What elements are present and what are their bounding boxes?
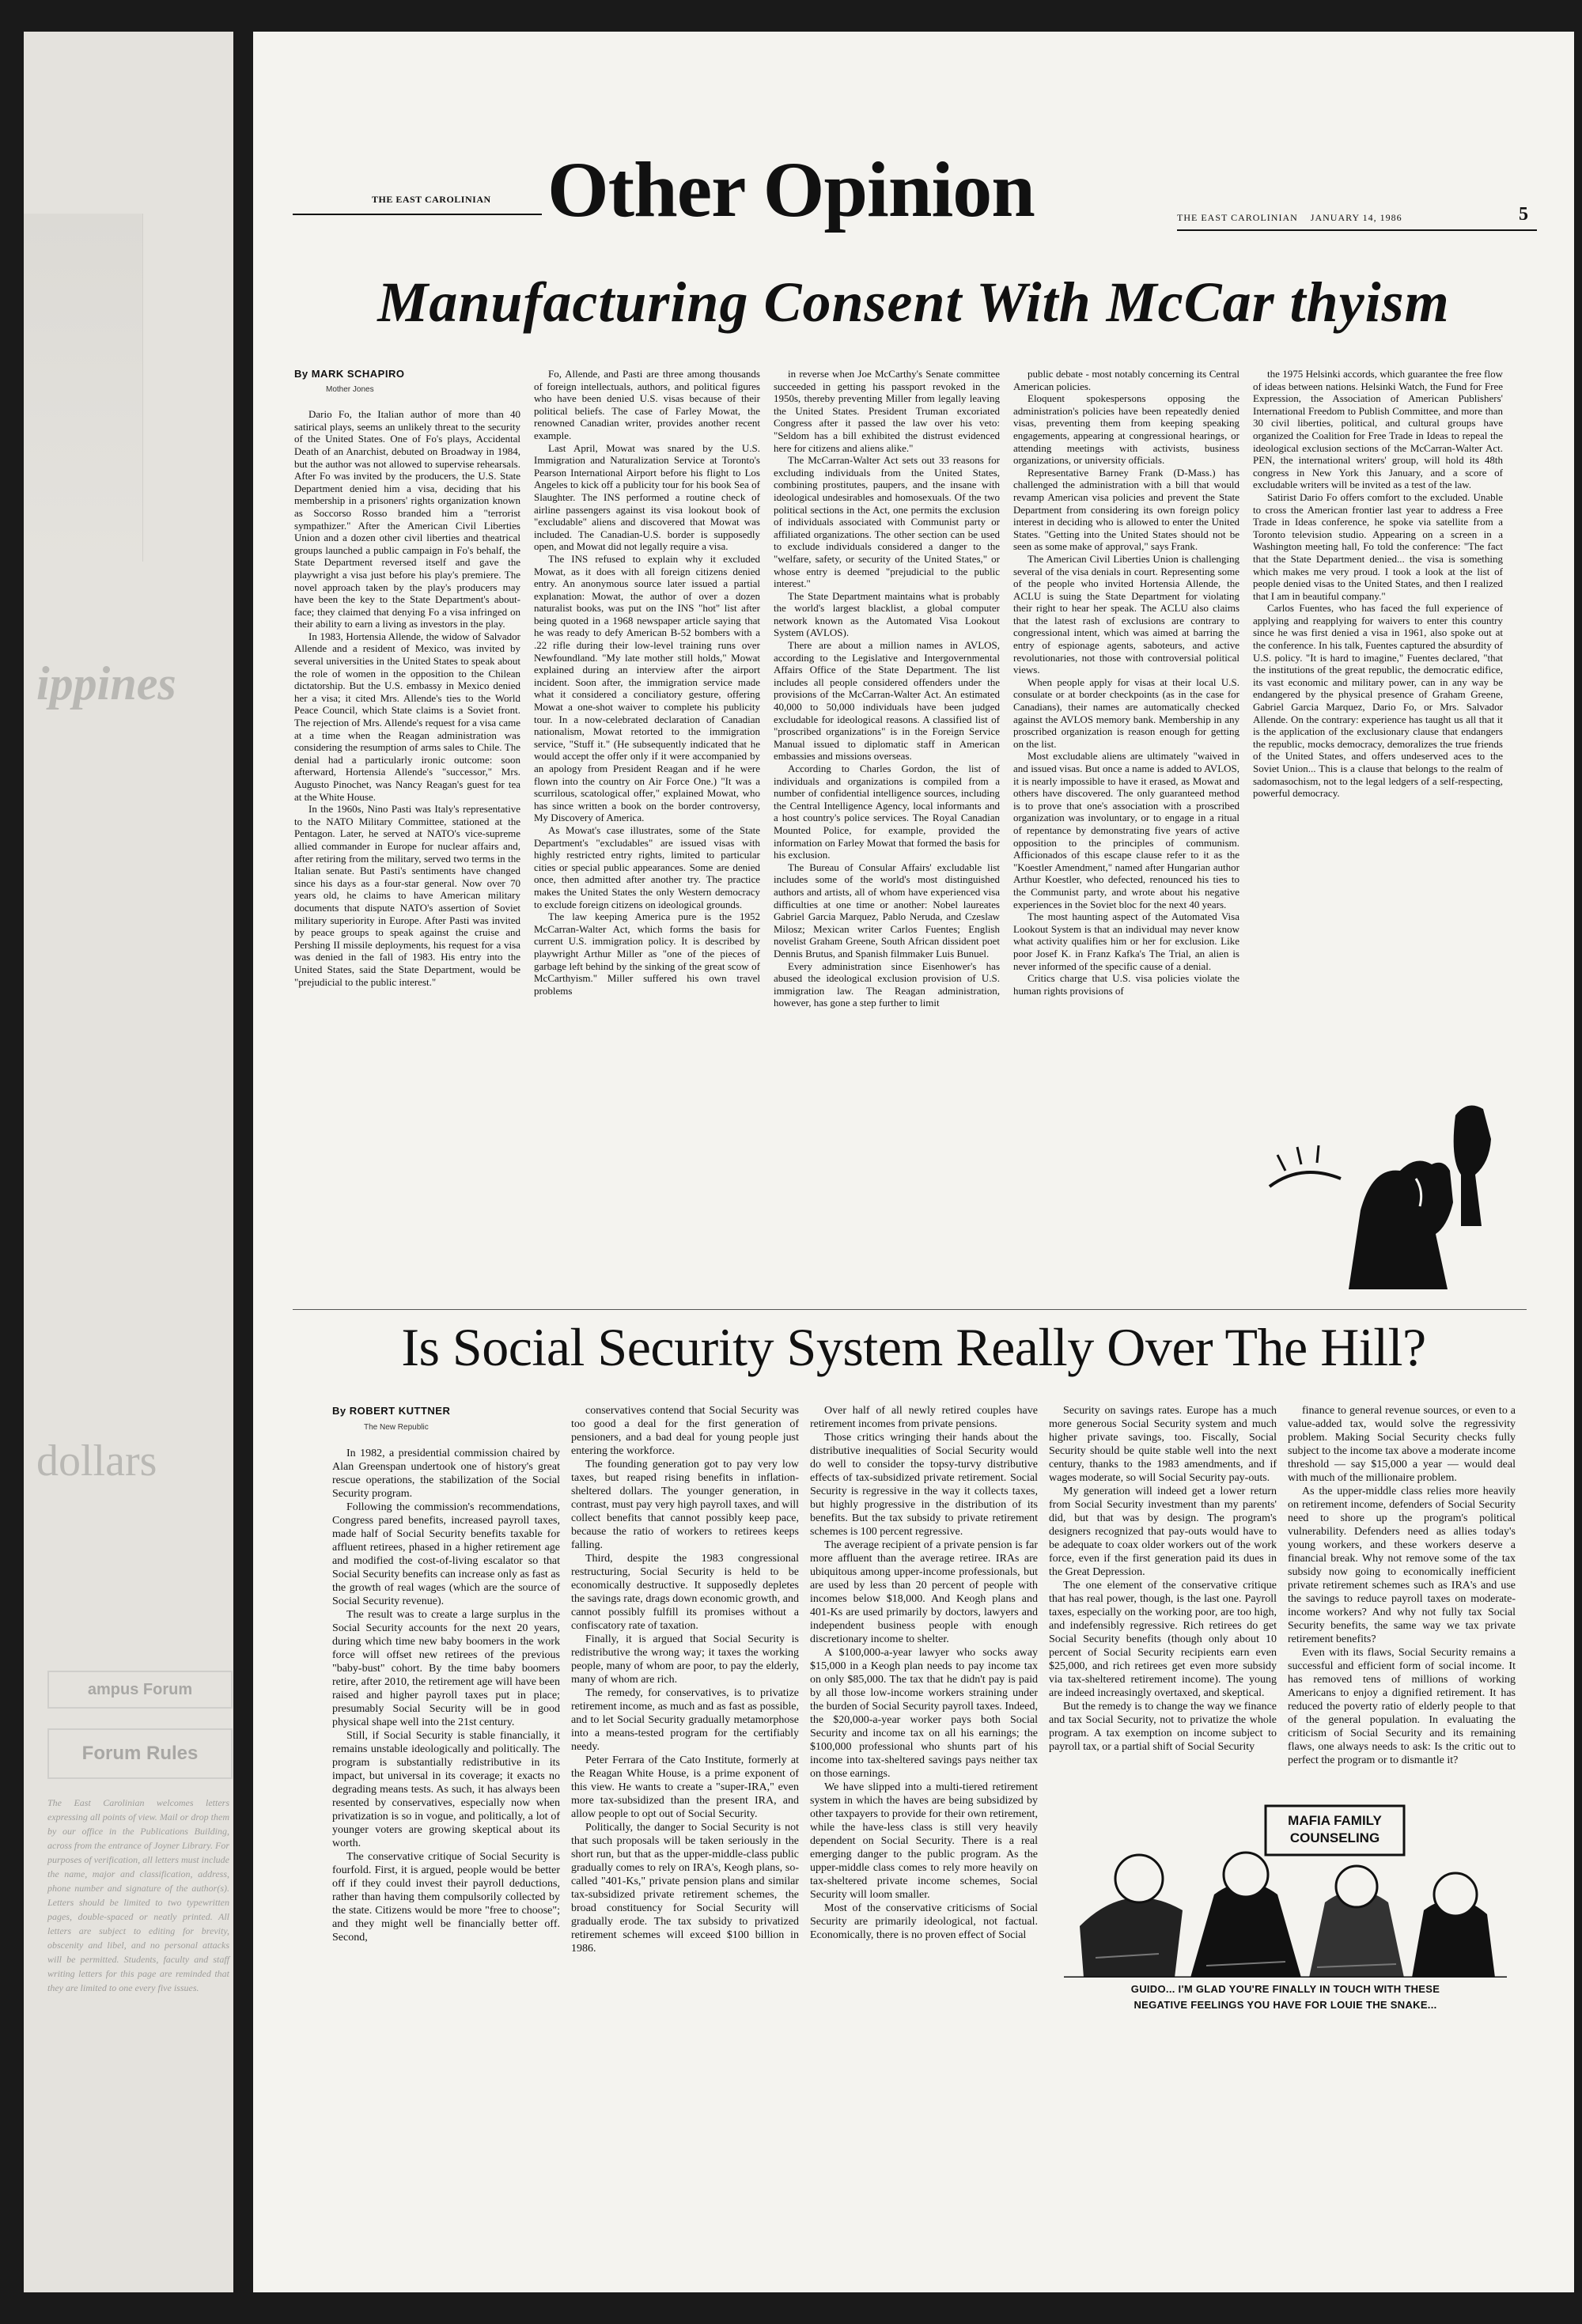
paragraph: Third, despite the 1983 congressional restructuring, Social Security is held to be economically destructive. It supposedly depletes the savings rate, drags down economic growth, and cannot possibly fulfill its promises without a confiscatory rate of taxation. (571, 1553, 799, 1632)
article1-source: Mother Jones (326, 384, 374, 394)
paragraph: Representative Barney Frank (D-Mass.) has challenged the administration with a bill that would revamp American visa policies and prevent the State Department from considering its own foreign policy interest in deciding who is allowed to enter the United States. "Getting into the United States should not be seen as some make of approval," says Frank. (1013, 466, 1239, 553)
paragraph: the 1975 Helsinki accords, which guarantee the free flow of ideas between nations. Helsinki Watch, the Fund for Free Expression, the Association of American Publishers' International Freedom to Publish Committee, and more than 30 civil liberties, political, and cultural groups have organized the Coalition for Free Trade in Ideas to repeal the ideological exclusion sections of the McCarran-Walter Act. PEN, the international writers' group, will hold its 48th congress in New York this January, and a score of excludable writers will be invited as a test of the law. (1253, 368, 1503, 491)
paragraph: We have slipped into a multi-tiered retirement system in which the haves are being subsidized by other taxpayers to provide for their own retirement, while the have-less class is still very heavily dependent on Social Security. There is a real emerging danger to the public program. As the upper-middle class comes to rely more heavily on tax-sheltered private income schemes, Social Security will loom smaller. (810, 1781, 1038, 1901)
adjacent-page (24, 32, 233, 2292)
paragraph: There are about a million names in AVLOS, according to the Legislative and Intergovernmental Affairs Office of the State Department. The list includes all people considered offenders under the provisions of the McCarran-Walter Act. An estimated 40,000 to 50,000 individuals have been judged excludable for ideological reasons. A classified list of "proscribed organizations" is in the Foreign Service Manual issued to diplomatic staff in American embassies and missions overseas. (774, 639, 1000, 763)
paragraph: The INS refused to explain why it excluded Mowat, as it does with all foreign citizens denied entry. An anonymous source later issued a partial explanation: Mowat, the author of over a dozen naturalist books, was put on the INS "hot" list after being quoted in a 1968 newspaper article saying that he was ready to defy American B-52 bombers with a .22 rifle during their low-level training runs over Newfoundland. "My late mother still holds," Mowat explained during an interview after the airport incident. Soon after, the immigration service made what it considered a conciliatory gesture, offering Mowat a one-shot waiver to complete his publicity tour. In a now-celebrated declaration of Canadian nationalism, Mowat retorted to the immigration service, "Stuff it." (He subsequently indicated that he would accept the offer only if it were accompanied by an apology from President Reagan and if he were flown into the country on Air Force One.) "It was a scurrilous, scatological offer," explained Mowat, who has since written a book on the border controversy, My Discovery of America. (534, 552, 760, 824)
article2-column-1 (332, 1404, 560, 1944)
paragraph: The average recipient of a private pension is far more affluent than the average retiree. IRAs are ubiquitous among upper-income professionals, but are used by less than 20 percent of people with incomes below $18,000. And Keogh plans and 401-Ks are used primarily by doctors, lawyers and independent business people with enough discretionary income to shelter. (810, 1539, 1038, 1645)
paragraph: finance to general revenue sources, or even to a value-added tax, would solve the regressivity problem. Making Social Security checks fully subject to the income tax above a moderate income threshold — say $15,000 a year — would deal with much of the millionaire problem. (1288, 1405, 1516, 1484)
fragment-box: Forum Rules (47, 1728, 233, 1779)
paragraph: The conservative critique of Social Security is fourfold. First, it is argued, people would be better off if they could invest their payroll deductions, rather than having them compulsorily collected by the state. Citizens would be more "free to choose"; and they might well be financially better off. Second, (332, 1851, 560, 1944)
paragraph: As Mowat's case illustrates, some of the State Department's "excludables" are issued visas with highly restricted entry rights, limited to particular cities or special public appearances. Some are denied once, then admitted after another try. The practice makes the United States the only Western democracy to exclude foreign citizens on ideological grounds. (534, 823, 760, 910)
paragraph: In 1982, a presidential commission chaired by Alan Greenspan undertook one of history's great rescue operations, the stabilization of the Social Security program. (332, 1448, 560, 1500)
paragraph: Critics charge that U.S. visa policies violate the human rights provisions of (1013, 972, 1239, 997)
paragraph: In 1983, Hortensia Allende, the widow of Salvador Allende and a resident of Mexico, was invited by several universities in the United States to speak about the role of women in the opposition to the Chilean dictatorship. But the U.S. embassy in Mexico denied her a visa; it cited Mrs. Allende's ties to the World Peace Council, which State claims is a Soviet front. The rejection of Mrs. Allende's request for a visa came at a time when the Reagan administration was considering the resumption of arms sales to Chile. The denial had a particularly ironic outcome: soon afterward, Hortensia Allende's "successor," Mrs. Augusto Pinochet, was Nancy Reagan's guest for tea at the White House. (294, 630, 520, 803)
paragraph: Finally, it is argued that Social Security is redistributive the wrong way; it taxes the working people, many of whom are poor, to pay the elderly, many of whom are rich. (571, 1633, 799, 1686)
article2-column-5 (1288, 1404, 1516, 1767)
paragraph: The one element of the conservative critique that has real power, though, is the last one. Payroll taxes, especially on the working poor, are too high, and indefensibly regressive. Rich retirees do get Social Security benefits (though only about 10 percent of Social Security recipients earn even $25,000, and rich retirees get even more subsidy via tax-sheltered retirement income). The young are indeed increasingly overtaxed, and skeptical. (1049, 1580, 1277, 1699)
paragraph: In the 1960s, Nino Pasti was Italy's representative to the NATO Military Committee, stationed at the Pentagon. Later, he served at NATO's vice-supreme allied commander in Europe for nuclear affairs and, after retiring from the military, served two terms in the Italian senate. But Pasti's sentiments have changed since his days as a four-star general. Now over 70 years old, he claims to have American military documents that dispute NATO's assertion of Soviet military superiority in Europe. After Pasti was invited by peace groups to speak against the cruise and Pershing II missile deployments, his request for a visa was denied in the fall of 1983. His entry into the United States, said the State Department, would be "prejudicial to the public interest." (294, 803, 520, 988)
article1-column-1 (294, 368, 520, 988)
paragraph: The American Civil Liberties Union is challenging several of the visa denials in court. Representing some of the people who invited Hortensia Allende, the ACLU is suing the State Department for violating their right to hear her speak. The ACLU also claims that the latest rash of exclusions are contrary to congressional intent, which was aimed at barring the entry of espionage agents, saboteurs, and active revolutionaries, not those with controversial political views. (1013, 552, 1239, 676)
article2-column-4 (1049, 1404, 1277, 1754)
cartoon-caption-line-2: NEGATIVE FEELINGS YOU HAVE FOR LOUIE THE SNAKE... (1134, 1999, 1437, 2011)
paragraph: The Bureau of Consular Affairs' excludable list includes some of the world's most distinguished authors and artists, all of whom have experienced visa difficulties at one time or another: Nobel laureates Gabriel Garcia Marquez, Pablo Neruda, and Czeslaw Milosz; Mexican writer Carlos Fuentes; English novelist Graham Greene, South African dissident poet Dennis Brutus, and Spanish filmmaker Luis Bunuel. (774, 861, 1000, 960)
paragraph: Still, if Social Security is stable financially, it remains unstable ideologically and politically. The program is substantially redistributive in its impact, but universal in its coverage; it exacts no degrading means tests. As such, it has always been resented by conservatives, especially now when privatization is so in vogue, and politically, a lot of younger voters are growing skeptical about its worth. (332, 1730, 560, 1849)
paragraph: My generation will indeed get a lower return from Social Security investment than my parents' did, but that was by design. The program's designers recognized that pay-outs would have to be adequate to coax older workers out of the work force, even if the first generation paid its dues in the Great Depression. (1049, 1486, 1277, 1578)
paragraph: The most haunting aspect of the Automated Visa Lookout System is that an individual may never know what activity qualifies him or her for exclusion. Like poor Josef K. in Franz Kafka's The Trial, an alien is never informed of the specific cause of a denial. (1013, 910, 1239, 972)
paragraph: The McCarran-Walter Act sets out 33 reasons for excluding individuals from the United States, combining prostitutes, paupers, and the insane with ideological undesirables and homosexuals. Of the two political sections in the Act, one permits the exclusion of individuals associated with Communist party or affiliated organizations. The other section can be used to exclude individuals considered a danger to the "welfare, safety, or security of the United States," or whose entry is deemed "prejudicial to the public interest." (774, 454, 1000, 590)
paragraph: A $100,000-a-year lawyer who socks away $15,000 in a Keogh plan needs to pay income tax on only $85,000. The tax that he didn't pay is paid by all those low-income workers straining under the burden of Social Security payroll taxes. Indeed, the $20,000-a-year worker pays both Social Security and income tax on all his earnings; the $100,000 professional who shunts part of his income into tax-sheltered savings pays neither tax on those earnings. (810, 1647, 1038, 1780)
paragraph: The State Department maintains what is probably the world's largest blacklist, a global computer network known as the Automated Visa Lookout System (AVLOS). (774, 589, 1000, 639)
cartoon-caption-line-1: GUIDO... I'M GLAD YOU'RE FINALLY IN TOUCH WITH THESE (1130, 1983, 1440, 1995)
article2-column-2 (571, 1404, 799, 1955)
paragraph: Eloquent spokespersons opposing the administration's policies have been repeatedly denied visas, preventing them from keeping speaking engagements, appearing at congressional hearings, or attending meetings with activists, business organizations, or university officials. (1013, 392, 1239, 467)
masthead-rule-right (1177, 229, 1537, 231)
paragraph: Even with its flaws, Social Security remains a successful and efficient form of social income. It has removed tens of millions of working Americans to enjoy a dignified retirement. It has reduced the poverty ratio of elderly people to that of the general population. In evaluating the criticism of Social Security and its remaining flaws, one always needs to ask: Is the critic out to perfect the program or to dismantle it? (1288, 1647, 1516, 1766)
paragraph: Fo, Allende, and Pasti are three among thousands of foreign intellectuals, authors, and political figures who have been denied U.S. visas because of their political beliefs. The case of Farley Mowat, the renowned Canadian writer, provides another recent example. (534, 368, 760, 441)
fragment-text: dollars (36, 1436, 157, 1486)
paragraph: Over half of all newly retired couples have retirement incomes from private pensions. (810, 1405, 1038, 1430)
paragraph: Last April, Mowat was snared by the U.S. Immigration and Naturalization Service at Toronto's Pearson International Airport before his flight to Los Angeles to kick off a publicity tour for his book Sea of Slaughter. The INS performed a routine check of airline passengers against its visa lookout book of "excludable" aliens and discovered that Mowat was included. The Canadian-U.S. border is supposedly open, and Mowat did not legally require a visa. (534, 441, 760, 553)
paragraph: Satirist Dario Fo offers comfort to the excluded. Unable to cross the American frontier last year to address a Free Trade in Ideas conference, he spoke via satellite from a Toronto television studio. Appearing on a screen in a Washington meeting hall, Fo told the conference: "The fact that the State Department denied... the visa is something which makes me very proud. I took a look at the list of people denied visas to the United States, and then I realized that I am in beautiful company." (1253, 490, 1503, 602)
paragraph: Those critics wringing their hands about the distributive inequalities of Social Security would do well to consider the topsy-turvy distributive effects of tax-subsidized private retirement. Social Security is regressive in the way it collects taxes, but highly progressive in the distribution of its benefits. But the tax subsidy to private retirement schemes is 100 percent regressive. (810, 1432, 1038, 1538)
article1-column-5 (1253, 368, 1503, 800)
fragment-snippet: The East Carolinian welcomes letters expressing all points of view. Mail or drop them by our office in the Publications Building, across from the entrance of Joyner Library. For purposes of verification, all letters must include the name, major and classification, address, phone number and signature of the author(s). Letters should be limited to two typewritten pages, double-spaced or neatly printed. All letters are subject to editing for brevity, obscenity and libel, and no personal attacks will be permitted. Students, faculty and staff writing letters for this page are reminded that they are limited to one every five issues. (47, 1797, 229, 1993)
paragraph: When people apply for visas at their local U.S. consulate or at border checkpoints (as in the case for Canadians), their names are automatically checked against the AVLOS memory bank. Membership in any proscribed organization is reason enough for getting on the list. (1013, 676, 1239, 750)
article1-headline: Manufacturing Consent With McCar thyism (377, 271, 1450, 334)
paragraph: Every administration since Eisenhower's has abused the ideological exclusion provision of U.S. immigration law. The Reagan administration, however, has gone a step further to limit (774, 960, 1000, 1009)
fragment-text: ippines (36, 657, 176, 710)
paragraph: Politically, the danger to Social Security is not that such proposals will be taken seriously in the short run, but that as the upper-middle-class public gradually comes to rely on IRA's, Keogh plans, so-called "401-Ks," private pension plans and similar tax-subsidized private retirement schemes, the broad constituency for Social Security will gradually erode. The tax subsidy to privatized retirement schemes will exceed $100 billion in 1986. (571, 1822, 799, 1955)
paragraph: Dario Fo, the Italian author of more than 40 satirical plays, seems an unlikely threat to the security of the United States. One of Fo's plays, Accidental Death of an Anarchist, debuted on Broadway in 1984, but the author was not allowed to supervise rehearsals. After Fo was invited by the producers, the U.S. State Department denied him a visa, deciding that his membership in a prisoners' rights organization known as Soccorso Rosso branded him a "terrorist sympathizer." After the American Civil Liberties Union and a dozen other civil liberties and theatrical groups launched a public campaign in Fo's behalf, the State Department reversed itself and gave the playwright a visa just before his play's premiere. The novel approach taken by the play's producers may have been the key to the State Department's about-face; they claimed that denying Fo a visa infringed on their ability to earn a living as investors in the play. (294, 408, 520, 630)
article2-headline: Is Social Security System Really Over The Hill? (401, 1317, 1426, 1377)
paragraph: According to Charles Gordon, the list of individuals and organizations is compiled from a number of confidential intelligence sources, including the Central Intelligence Agency, local informants and a host country's police services. The Royal Canadian Mounted Police, for example, provided the information on Farley Mowat that formed the basis for his exclusion. (774, 763, 1000, 861)
fists-icon (1254, 1092, 1499, 1289)
page-number: 5 (1519, 204, 1528, 225)
paragraph: Peter Ferrara of the Cato Institute, formerly at the Reagan White House, is a prime exponent of this view. He wants to create a "super-IRA," even more tax-subsidized than the present IRA, and allow people to opt out of Social Security. (571, 1754, 799, 1820)
masthead-right-label: THE EAST CAROLINIAN JANUARY 14, 1986 (1177, 212, 1402, 223)
paragraph: The result was to create a large surplus in the Social Security accounts for the next 20 years, during which time new baby boomers in the work force will offset new retirees of the previous "baby-bust" cohort. By the time baby boomers retire, after 2010, the retirement age will have been raised and higher payroll taxes put in place; presumably Social Security will be in good physical shape well into the 21st century. (332, 1609, 560, 1728)
masthead-left-label: THE EAST CAROLINIAN (372, 194, 491, 205)
article2-column-3 (810, 1404, 1038, 1942)
paragraph: Most excludable aliens are ultimately "waived in and issued visas. But once a name is added to AVLOS, it is nearly impossible to have it erased, as Mowat and others have discovered. The only guaranteed method is to prove that one's association with a proscribed organization was involuntary, or to engage in a ritual of repentance by demonstrating five years of active opposition to the principles of communism. Afficionados of this escape clause refer to it as the "Koestler Amendment," named after Hungarian author Arthur Koestler, who defected, renounced his ties to the Communist party, and wrote about his negative experiences in the Soviet bloc for the next 40 years. (1013, 750, 1239, 910)
paragraph: But the remedy is to change the way we finance and tax Social Security, not to privatize the whole program. A tax exemption on income subject to payroll tax, or a partial shift of Social Security (1049, 1701, 1277, 1753)
paragraph: in reverse when Joe McCarthy's Senate committee succeeded in getting his passport revoked in the 1950s, thereby preventing Miller from legally leaving the United States. President Truman excoriated Congress after it passed the law over his veto: "Seldom has a bill exhibited the distrust evidenced here for citizens and aliens alike." (774, 368, 1000, 454)
article1-column-4 (1013, 368, 1239, 997)
paragraph: Carlos Fuentes, who has faced the full experience of applying and reapplying for waivers to enter this country since he was first denied a visa in 1961, also spoke out at the conference. In his talk, Fuentes captured the absurdity of U.S. policy. "It is hard to imagine," Fuentes declared, "that the institutions of the great republic, the democratic edifice, its vast economic and military power, can in any way be endangered by the physical presence of Graham Greene, Gabriel Garcia Marquez, Dario Fo, or Mrs. Salvador Allende. On the contrary: experience has taught us all that it is the application of the exclusionary clause that endangers the republic, mocks democracy, demoralizes the true friends of the United States, and offers undeserved aces to the Soviet Union... This is a clause that belongs to the realm of sadomasochism, not to the legal ledgers of a self-respecting, powerful democracy. (1253, 602, 1503, 800)
paragraph: Most of the conservative criticisms of Social Security are primarily ideological, not factual. Economically, there is no proven effect of Social (810, 1902, 1038, 1941)
newspaper-page (253, 32, 1574, 2292)
paragraph: conservatives contend that Social Security was too good a deal for the first generation of pensioners, and a bad deal for young people just entering the workforce. (571, 1405, 799, 1457)
paragraph: The remedy, for conservatives, is to privatize retirement income, as much and as fast as possible, and to let Social Security gradually metamorphose into a means-tested program for the certifiably needy. (571, 1687, 799, 1753)
article1-column-2 (534, 368, 760, 997)
article2-top-rule (293, 1309, 1527, 1310)
article2-byline: By ROBERT KUTTNER (332, 1405, 451, 1417)
paragraph: public debate - most notably concerning its Central American policies. (1013, 368, 1239, 392)
paragraph: The law keeping America pure is the 1952 McCarran-Walter Act, which forms the basis for current U.S. immigration policy. It is described by playwright Arthur Miller as "one of the pieces of garbage left behind by the sinking of the great scow of McCarthyism." Miller suffered his own travel problems (534, 910, 760, 997)
paragraph: Following the commission's recommendations, Congress pared benefits, increased payroll taxes, made half of Social Security benefits taxable for affluent retirees, phased in a higher retirement age and modified the cost-of-living escalator so that Social Security benefits can increase only as fast as the growth of real wages (which are the source of Social Security revenue). (332, 1501, 560, 1607)
fragment-box: ampus Forum (47, 1671, 233, 1709)
paragraph: The founding generation got to pay very low taxes, but reaped rising benefits in inflation-sheltered dollars. The younger generation, in contrast, must pay very high payroll taxes, and will collect benefits that cannot possibly keep pace, because the ratio of workers to retirees keeps falling. (571, 1459, 799, 1551)
article1-column-3 (774, 368, 1000, 1009)
masthead-rule-left (293, 214, 542, 215)
article1-byline: By MARK SCHAPIRO (294, 368, 405, 380)
masthead-title: Other Opinion (547, 146, 1035, 233)
fists-illustration (1254, 1092, 1499, 1289)
drawing-fragment (24, 214, 143, 562)
article2-source: The New Republic (364, 1423, 429, 1432)
cartoon-sign: MAFIA FAMILY COUNSELING (1288, 1813, 1382, 1845)
paragraph: As the upper-middle class relies more heavily on retirement income, defenders of Social Security need to shore up the program's political vulnerability. Defenders need as allies today's young workers, and these workers deserve a financial break. Why not remove some of the tax subsidy now going to economically inefficient private retirement schemes such as IRA's and use the savings to reduce payroll taxes on moderate-income workers? And why not fully tax Social Security benefits, the same way we tax private retirement benefits? (1288, 1486, 1516, 1645)
mafia-cartoon (1064, 1800, 1507, 2021)
paragraph: Security on savings rates. Europe has a much more generous Social Security system and much higher private savings, too. Fiscally, Social Security should be quite stable well into the next century, thanks to the 1983 amendments, and if wages moderate, so will Social Security pay-outs. (1049, 1405, 1277, 1484)
